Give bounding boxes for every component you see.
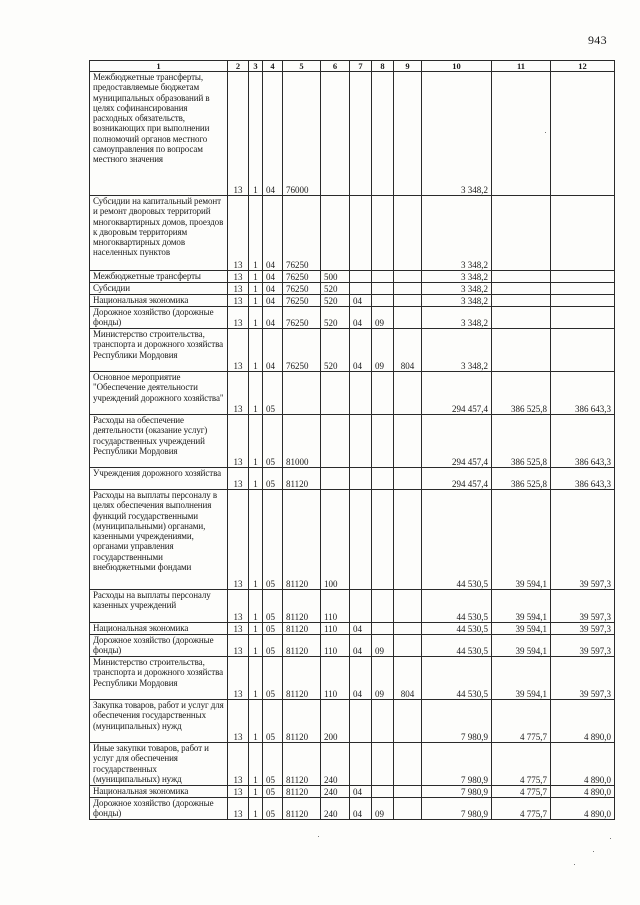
row-cell-col2: 13 <box>228 798 249 820</box>
table-row <box>90 196 615 271</box>
row-cell-col6: 520 <box>321 329 350 372</box>
row-cell-col3: 1 <box>249 700 263 743</box>
row-cell-col3: 1 <box>249 283 263 295</box>
row-cell-col7 <box>350 590 372 623</box>
table-row <box>90 700 615 743</box>
row-cell-col9 <box>394 295 422 307</box>
row-cell-col10: 3 348,2 <box>422 307 492 329</box>
row-cell-col11: 39 594,1 <box>492 490 551 590</box>
row-cell-col5: 76250 <box>283 329 321 372</box>
row-cell-col5: 76250 <box>283 283 321 295</box>
row-cell-col3: 1 <box>249 295 263 307</box>
row-cell-col7: 04 <box>350 623 372 635</box>
column-header: 12 <box>551 61 615 72</box>
row-cell-col10: 7 980,9 <box>422 798 492 820</box>
row-cell-col2: 13 <box>228 307 249 329</box>
row-cell-col4: 05 <box>263 743 283 786</box>
row-cell-col5: 81120 <box>283 743 321 786</box>
row-cell-col4: 05 <box>263 798 283 820</box>
row-name-cell: Субсидии на капитальный ремонт и ремонт дворовых территорий многоквартирных домов, проездов к дворовым территориям многоквартирных домов населенных пунктов <box>90 196 228 271</box>
row-cell-col4: 04 <box>263 329 283 372</box>
row-cell-col4: 05 <box>263 590 283 623</box>
row-cell-col5: 81120 <box>283 623 321 635</box>
row-cell-col12: 386 643,3 <box>551 372 615 415</box>
row-cell-col10: 7 980,9 <box>422 743 492 786</box>
row-cell-col4: 04 <box>263 283 283 295</box>
table-row <box>90 490 615 590</box>
row-cell-col4: 04 <box>263 295 283 307</box>
row-cell-col5: 76250 <box>283 271 321 283</box>
row-cell-col4: 05 <box>263 490 283 590</box>
row-cell-col12 <box>551 271 615 283</box>
table-row <box>90 72 615 196</box>
row-cell-col12 <box>551 196 615 271</box>
row-cell-col2: 13 <box>228 590 249 623</box>
row-cell-col12: 386 643,3 <box>551 415 615 468</box>
row-cell-col7: 04 <box>350 307 372 329</box>
row-cell-col4: 05 <box>263 786 283 798</box>
row-cell-col10: 44 530,5 <box>422 490 492 590</box>
row-cell-col6: 200 <box>321 700 350 743</box>
row-cell-col10: 44 530,5 <box>422 590 492 623</box>
row-cell-col3: 1 <box>249 72 263 196</box>
scan-speck <box>318 836 319 837</box>
row-cell-col9 <box>394 743 422 786</box>
row-cell-col12: 4 890,0 <box>551 798 615 820</box>
row-cell-col10: 3 348,2 <box>422 196 492 271</box>
table-body <box>90 72 615 820</box>
table-row <box>90 635 615 657</box>
row-cell-col12: 39 597,3 <box>551 490 615 590</box>
row-cell-col11 <box>492 283 551 295</box>
table-row <box>90 590 615 623</box>
row-cell-col11: 4 775,7 <box>492 786 551 798</box>
table-row <box>90 657 615 700</box>
scan-speck <box>593 851 594 852</box>
column-header: 11 <box>492 61 551 72</box>
row-cell-col12 <box>551 72 615 196</box>
row-name-cell: Межбюджетные трансферты, предоставляемые бюджетам муниципальных образований в целях софинансирования расходных обязательств, возникающих при выполнении полномочий органов местного самоуправления по вопросам местного значения <box>90 72 228 196</box>
table-row <box>90 372 615 415</box>
row-cell-col4: 05 <box>263 700 283 743</box>
row-cell-col7: 04 <box>350 657 372 700</box>
row-cell-col3: 1 <box>249 635 263 657</box>
row-cell-col2: 13 <box>228 468 249 490</box>
row-cell-col6: 520 <box>321 295 350 307</box>
row-cell-col10: 3 348,2 <box>422 283 492 295</box>
row-cell-col5: 76000 <box>283 72 321 196</box>
row-cell-col7 <box>350 271 372 283</box>
row-cell-col2: 13 <box>228 657 249 700</box>
row-cell-col8 <box>372 196 394 271</box>
row-cell-col3: 1 <box>249 623 263 635</box>
row-cell-col8 <box>372 700 394 743</box>
row-cell-col5: 76250 <box>283 295 321 307</box>
column-header: 7 <box>350 61 372 72</box>
row-cell-col12: 4 890,0 <box>551 700 615 743</box>
row-cell-col7 <box>350 743 372 786</box>
row-cell-col7: 04 <box>350 329 372 372</box>
column-header: 2 <box>228 61 249 72</box>
row-cell-col7: 04 <box>350 635 372 657</box>
table-row <box>90 468 615 490</box>
row-cell-col2: 13 <box>228 786 249 798</box>
row-cell-col11 <box>492 307 551 329</box>
row-cell-col3: 1 <box>249 743 263 786</box>
row-cell-col7 <box>350 468 372 490</box>
row-cell-col6 <box>321 468 350 490</box>
row-cell-col9 <box>394 72 422 196</box>
row-cell-col12: 39 597,3 <box>551 657 615 700</box>
row-name-cell: Национальная экономика <box>90 623 228 635</box>
row-cell-col5: 76250 <box>283 307 321 329</box>
row-cell-col6: 240 <box>321 798 350 820</box>
row-cell-col3: 1 <box>249 590 263 623</box>
row-cell-col8 <box>372 468 394 490</box>
row-cell-col9 <box>394 372 422 415</box>
row-cell-col7 <box>350 72 372 196</box>
row-cell-col12 <box>551 295 615 307</box>
table-row <box>90 295 615 307</box>
row-cell-col8 <box>372 72 394 196</box>
row-cell-col2: 13 <box>228 623 249 635</box>
row-name-cell: Расходы на выплаты персоналу казенных учреждений <box>90 590 228 623</box>
row-cell-col3: 1 <box>249 271 263 283</box>
row-cell-col3: 1 <box>249 657 263 700</box>
row-cell-col10: 7 980,9 <box>422 786 492 798</box>
row-cell-col5: 81120 <box>283 798 321 820</box>
row-cell-col11: 39 594,1 <box>492 657 551 700</box>
row-cell-col8 <box>372 415 394 468</box>
row-cell-col8 <box>372 786 394 798</box>
row-cell-col8: 09 <box>372 657 394 700</box>
row-cell-col3: 1 <box>249 196 263 271</box>
row-cell-col8 <box>372 623 394 635</box>
budget-table <box>89 60 615 820</box>
row-cell-col6: 110 <box>321 623 350 635</box>
row-cell-col4: 05 <box>263 657 283 700</box>
row-name-cell: Учреждения дорожного хозяйства <box>90 468 228 490</box>
row-cell-col6: 240 <box>321 786 350 798</box>
row-cell-col11 <box>492 271 551 283</box>
row-cell-col10: 44 530,5 <box>422 657 492 700</box>
row-cell-col7 <box>350 372 372 415</box>
row-name-cell: Межбюджетные трансферты <box>90 271 228 283</box>
row-cell-col6 <box>321 415 350 468</box>
row-name-cell: Министерство строительства, транспорта и дорожного хозяйства Республики Мордовия <box>90 657 228 700</box>
row-cell-col4: 05 <box>263 372 283 415</box>
row-cell-col7: 04 <box>350 786 372 798</box>
row-cell-col2: 13 <box>228 329 249 372</box>
row-cell-col3: 1 <box>249 307 263 329</box>
row-cell-col12: 386 643,3 <box>551 468 615 490</box>
row-cell-col5: 81120 <box>283 490 321 590</box>
row-cell-col11 <box>492 329 551 372</box>
row-cell-col2: 13 <box>228 372 249 415</box>
row-cell-col4: 05 <box>263 468 283 490</box>
row-cell-col9: 804 <box>394 329 422 372</box>
row-cell-col4: 04 <box>263 72 283 196</box>
row-cell-col2: 13 <box>228 283 249 295</box>
row-cell-col4: 04 <box>263 271 283 283</box>
row-cell-col8 <box>372 743 394 786</box>
row-cell-col9 <box>394 468 422 490</box>
row-cell-col10: 3 348,2 <box>422 271 492 283</box>
row-cell-col6 <box>321 72 350 196</box>
row-cell-col11 <box>492 196 551 271</box>
row-cell-col12: 4 890,0 <box>551 786 615 798</box>
row-cell-col6: 110 <box>321 590 350 623</box>
row-cell-col11: 4 775,7 <box>492 700 551 743</box>
row-name-cell: Национальная экономика <box>90 786 228 798</box>
row-cell-col5: 81000 <box>283 415 321 468</box>
row-cell-col7: 04 <box>350 798 372 820</box>
row-cell-col9 <box>394 798 422 820</box>
row-cell-col6: 100 <box>321 490 350 590</box>
column-header: 6 <box>321 61 350 72</box>
row-cell-col11: 386 525,8 <box>492 415 551 468</box>
row-cell-col9 <box>394 307 422 329</box>
row-cell-col9: 804 <box>394 657 422 700</box>
row-cell-col3: 1 <box>249 468 263 490</box>
row-cell-col12 <box>551 283 615 295</box>
row-cell-col11: 386 525,8 <box>492 468 551 490</box>
row-cell-col8 <box>372 590 394 623</box>
row-cell-col2: 13 <box>228 700 249 743</box>
column-header: 9 <box>394 61 422 72</box>
row-cell-col6: 240 <box>321 743 350 786</box>
row-cell-col7 <box>350 196 372 271</box>
row-cell-col3: 1 <box>249 786 263 798</box>
scan-speck <box>574 864 575 865</box>
table-row <box>90 271 615 283</box>
row-cell-col6: 520 <box>321 283 350 295</box>
row-cell-col3: 1 <box>249 372 263 415</box>
scan-speck <box>545 132 546 133</box>
row-cell-col4: 05 <box>263 623 283 635</box>
table-row <box>90 798 615 820</box>
column-header: 3 <box>249 61 263 72</box>
row-cell-col11: 39 594,1 <box>492 590 551 623</box>
row-cell-col12: 39 597,3 <box>551 590 615 623</box>
row-cell-col3: 1 <box>249 490 263 590</box>
row-cell-col12 <box>551 307 615 329</box>
row-name-cell: Дорожное хозяйство (дорожные фонды) <box>90 635 228 657</box>
row-cell-col12 <box>551 329 615 372</box>
row-cell-col5: 81120 <box>283 468 321 490</box>
row-name-cell: Министерство строительства, транспорта и дорожного хозяйства Республики Мордовия <box>90 329 228 372</box>
row-cell-col11: 386 525,8 <box>492 372 551 415</box>
row-cell-col5 <box>283 372 321 415</box>
row-cell-col10: 294 457,4 <box>422 372 492 415</box>
row-name-cell: Дорожное хозяйство (дорожные фонды) <box>90 798 228 820</box>
row-cell-col6: 500 <box>321 271 350 283</box>
row-cell-col10: 294 457,4 <box>422 415 492 468</box>
row-name-cell: Расходы на обеспечение деятельности (оказание услуг) государственных учреждений Республики Мордовия <box>90 415 228 468</box>
row-cell-col9 <box>394 623 422 635</box>
row-cell-col8 <box>372 372 394 415</box>
row-cell-col9 <box>394 196 422 271</box>
row-cell-col3: 1 <box>249 798 263 820</box>
row-cell-col8: 09 <box>372 307 394 329</box>
row-cell-col10: 7 980,9 <box>422 700 492 743</box>
row-name-cell: Расходы на выплаты персоналу в целях обеспечения выполнения функций государственными (муниципальными) органами, казенными учреждениями, органами управления государственными внебюджетными фондами <box>90 490 228 590</box>
row-cell-col9 <box>394 786 422 798</box>
row-cell-col12: 4 890,0 <box>551 743 615 786</box>
row-cell-col5: 81120 <box>283 590 321 623</box>
row-cell-col2: 13 <box>228 271 249 283</box>
row-cell-col6: 110 <box>321 657 350 700</box>
row-cell-col5: 81120 <box>283 700 321 743</box>
row-cell-col10: 3 348,2 <box>422 329 492 372</box>
row-name-cell: Дорожное хозяйство (дорожные фонды) <box>90 307 228 329</box>
row-name-cell: Национальная экономика <box>90 295 228 307</box>
row-cell-col2: 13 <box>228 196 249 271</box>
row-cell-col10: 3 348,2 <box>422 295 492 307</box>
row-cell-col5: 81120 <box>283 657 321 700</box>
row-cell-col10: 294 457,4 <box>422 468 492 490</box>
row-cell-col9 <box>394 490 422 590</box>
column-header: 10 <box>422 61 492 72</box>
row-cell-col2: 13 <box>228 490 249 590</box>
row-cell-col8: 09 <box>372 798 394 820</box>
row-cell-col7 <box>350 700 372 743</box>
row-cell-col4: 04 <box>263 196 283 271</box>
row-cell-col8 <box>372 271 394 283</box>
row-cell-col8 <box>372 490 394 590</box>
row-cell-col9 <box>394 590 422 623</box>
table-row <box>90 623 615 635</box>
row-name-cell: Субсидии <box>90 283 228 295</box>
row-cell-col11 <box>492 72 551 196</box>
row-cell-col9 <box>394 415 422 468</box>
row-cell-col10: 44 530,5 <box>422 635 492 657</box>
table-row <box>90 786 615 798</box>
row-name-cell: Закупка товаров, работ и услуг для обеспечения государственных (муниципальных) нужд <box>90 700 228 743</box>
row-cell-col2: 13 <box>228 72 249 196</box>
row-cell-col8: 09 <box>372 635 394 657</box>
row-cell-col9 <box>394 271 422 283</box>
column-header: 1 <box>90 61 228 72</box>
row-cell-col10: 44 530,5 <box>422 623 492 635</box>
row-cell-col2: 13 <box>228 743 249 786</box>
column-header: 4 <box>263 61 283 72</box>
column-header: 8 <box>372 61 394 72</box>
table-row <box>90 283 615 295</box>
row-cell-col3: 1 <box>249 329 263 372</box>
row-cell-col10: 3 348,2 <box>422 72 492 196</box>
row-cell-col9 <box>394 283 422 295</box>
row-cell-col8 <box>372 295 394 307</box>
row-cell-col4: 05 <box>263 635 283 657</box>
row-cell-col2: 13 <box>228 635 249 657</box>
row-cell-col5: 81120 <box>283 635 321 657</box>
row-cell-col7 <box>350 283 372 295</box>
row-cell-col7 <box>350 490 372 590</box>
row-cell-col2: 13 <box>228 415 249 468</box>
row-cell-col3: 1 <box>249 415 263 468</box>
row-cell-col9 <box>394 700 422 743</box>
row-cell-col8: 09 <box>372 329 394 372</box>
row-cell-col11: 39 594,1 <box>492 635 551 657</box>
table-row <box>90 307 615 329</box>
column-header: 5 <box>283 61 321 72</box>
row-cell-col7 <box>350 415 372 468</box>
row-cell-col11 <box>492 295 551 307</box>
table-row <box>90 329 615 372</box>
row-cell-col12: 39 597,3 <box>551 623 615 635</box>
table-row <box>90 415 615 468</box>
row-cell-col11: 39 594,1 <box>492 623 551 635</box>
row-cell-col5: 81120 <box>283 786 321 798</box>
row-cell-col9 <box>394 635 422 657</box>
row-name-cell: Иные закупки товаров, работ и услуг для обеспечения государственных (муниципальных) нужд <box>90 743 228 786</box>
row-cell-col5: 76250 <box>283 196 321 271</box>
row-cell-col11: 4 775,7 <box>492 798 551 820</box>
row-cell-col2: 13 <box>228 295 249 307</box>
page-number: 943 <box>588 33 607 47</box>
row-cell-col8 <box>372 283 394 295</box>
row-cell-col7: 04 <box>350 295 372 307</box>
row-cell-col6 <box>321 372 350 415</box>
header-row <box>90 61 615 72</box>
scan-speck <box>610 838 611 839</box>
row-cell-col4: 04 <box>263 307 283 329</box>
table-row <box>90 743 615 786</box>
row-cell-col6: 110 <box>321 635 350 657</box>
row-cell-col11: 4 775,7 <box>492 743 551 786</box>
row-cell-col6: 520 <box>321 307 350 329</box>
row-cell-col4: 05 <box>263 415 283 468</box>
row-cell-col12: 39 597,3 <box>551 635 615 657</box>
row-name-cell: Основное мероприятие "Обеспечение деятельности учреждений дорожного хозяйства" <box>90 372 228 415</box>
row-cell-col6 <box>321 196 350 271</box>
